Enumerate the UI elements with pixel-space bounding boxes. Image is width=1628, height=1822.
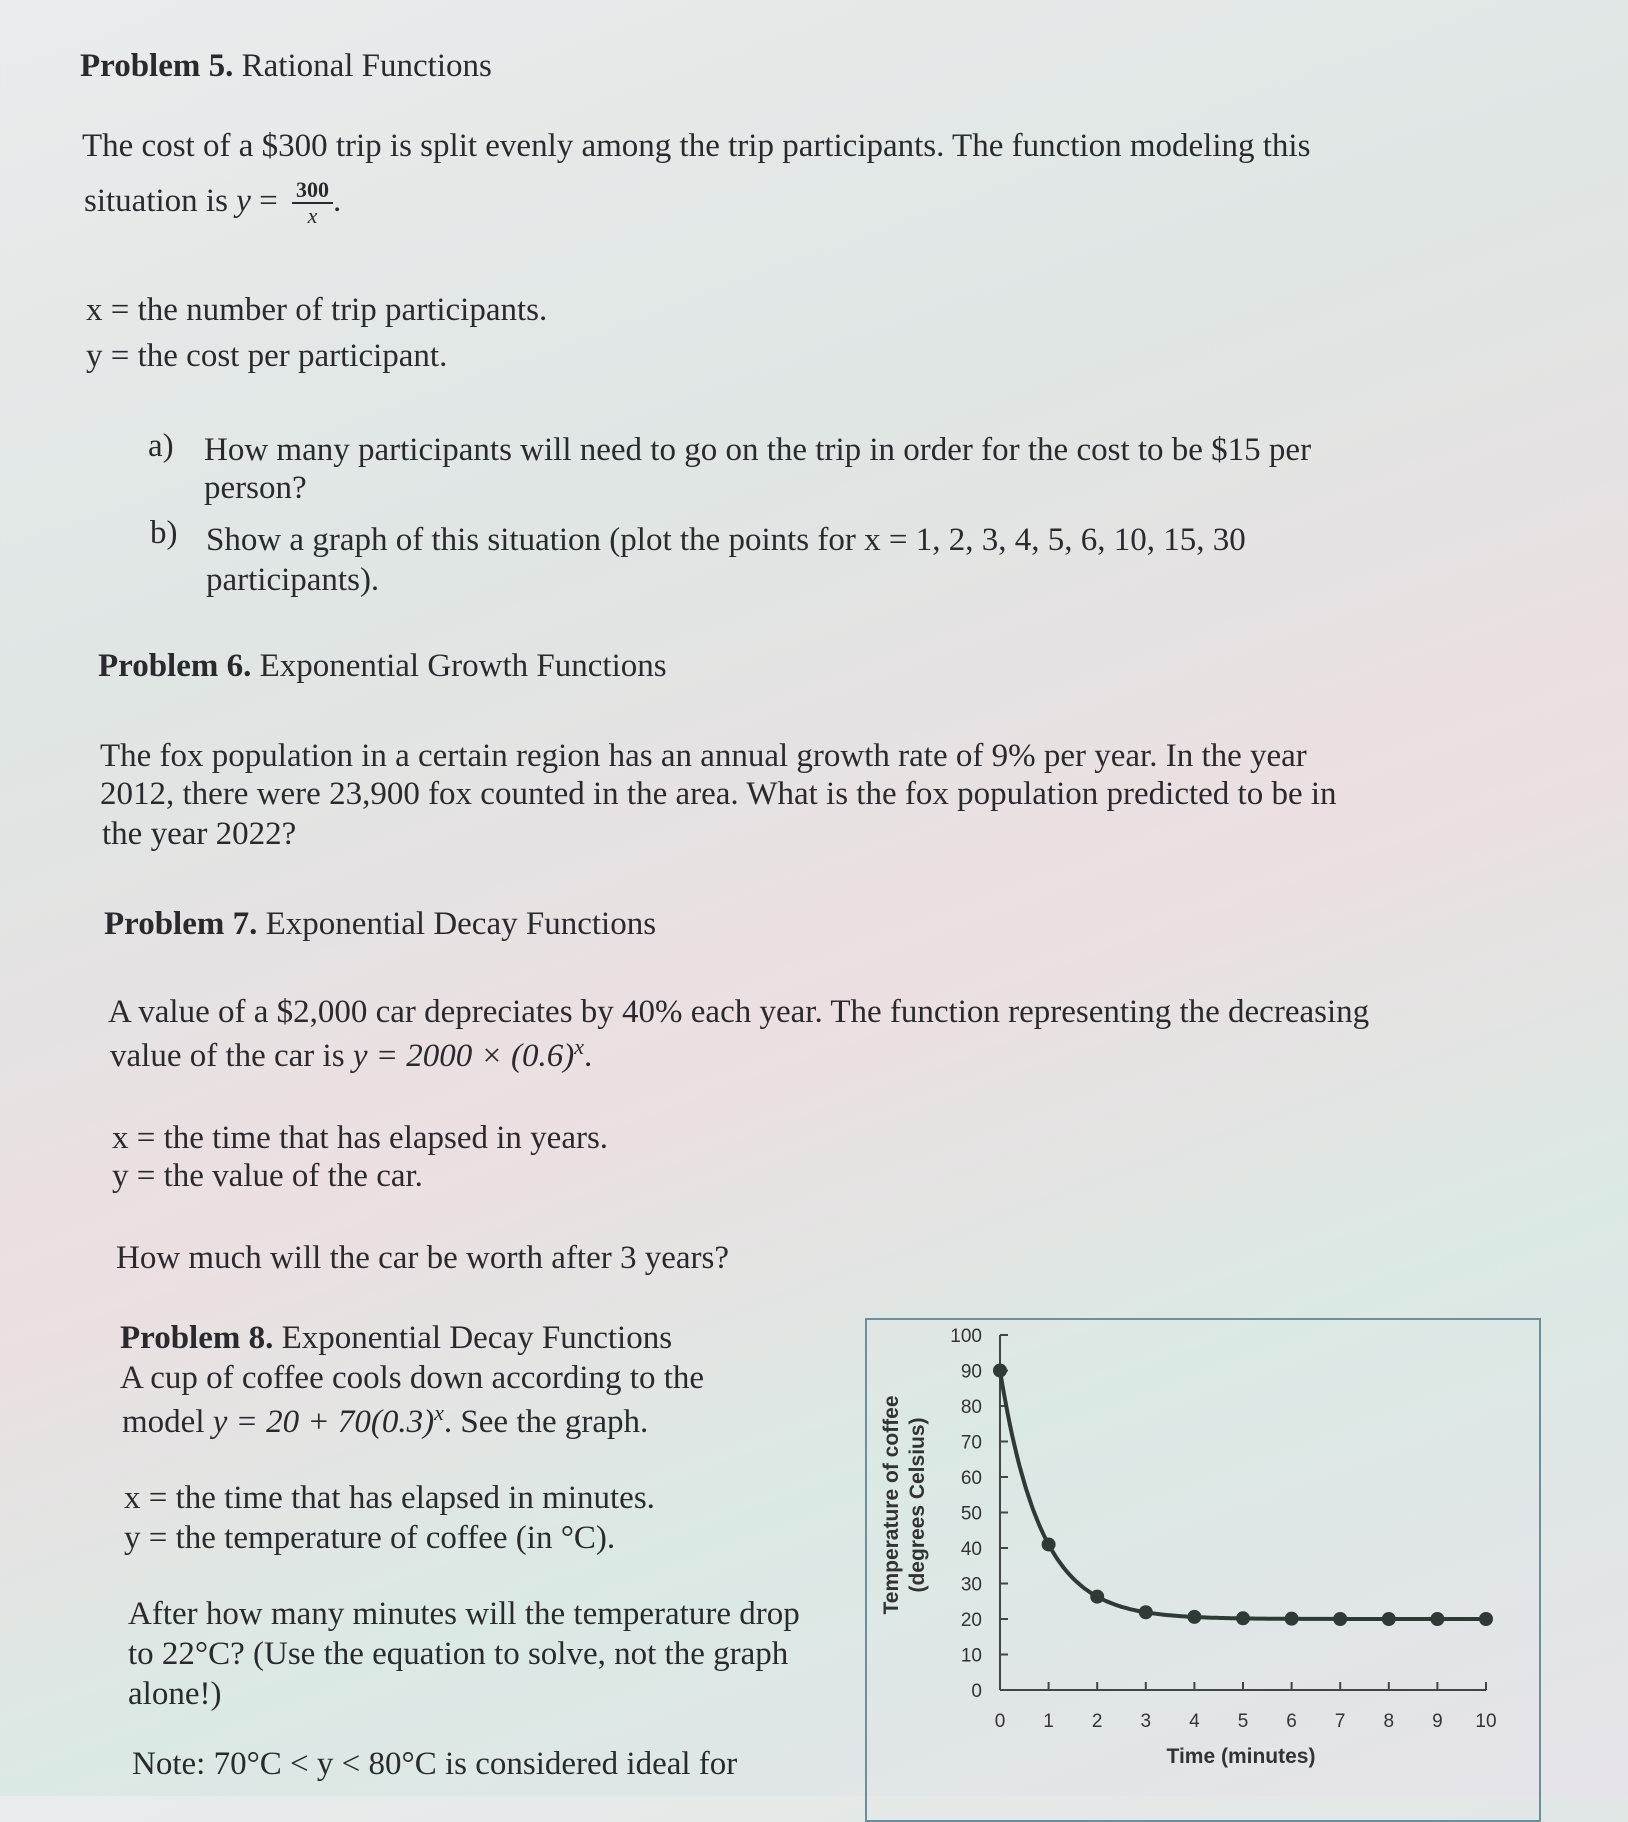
question-b-line2: participants).: [206, 562, 380, 598]
x-tick-label: 6: [1286, 1711, 1297, 1732]
p8-y-definition: y = the temperature of coffee (in °C).: [124, 1520, 616, 1556]
y-tick-label: 10: [960, 1645, 982, 1667]
question-b-label: b): [150, 515, 178, 551]
y-tick-label: 90: [960, 1361, 982, 1383]
y-tick-label: 60: [960, 1468, 982, 1489]
y-axis-title-line1: Temperature of coffee: [880, 1395, 903, 1615]
problem-number: Problem 5.: [80, 48, 234, 84]
p6-line3: the year 2022?: [102, 816, 297, 852]
data-point: [1042, 1537, 1056, 1551]
p6-line2: 2012, there were 23,900 fox counted in the area. What is the fox population predicted to be in: [100, 776, 1337, 812]
y-tick-label: 20: [960, 1610, 982, 1631]
p8-x-definition: x = the time that has elapsed in minutes.: [124, 1480, 655, 1516]
p7-question: How much will the car be worth after 3 years?: [116, 1240, 730, 1276]
exponent: x: [434, 1400, 444, 1425]
x-tick-label: 10: [1475, 1711, 1497, 1732]
p8-note: Note: 70°C < y < 80°C is considered ideal for: [132, 1746, 738, 1782]
data-point: [1333, 1612, 1347, 1626]
variable: y: [236, 182, 251, 219]
exponent: x: [574, 1034, 584, 1059]
x-tick-label: 8: [1383, 1711, 1395, 1732]
numerator: 300: [292, 178, 333, 204]
question-a-label: a): [148, 428, 174, 464]
text: model: [122, 1404, 213, 1440]
problem-topic: Exponential Decay Functions: [273, 1320, 673, 1356]
x-tick-label: 2: [1091, 1711, 1103, 1732]
text: . See the graph.: [443, 1404, 649, 1440]
question-a-line1: How many participants will need to go on the trip in order for the cost to be $15 per: [204, 432, 1312, 468]
x-axis-title: Time (minutes): [1166, 1745, 1316, 1768]
y-tick-label: 0: [971, 1681, 982, 1702]
p8-line1: A cup of coffee cools down according to the: [120, 1360, 705, 1396]
data-point: [1430, 1612, 1444, 1626]
p6-line1: The fox population in a certain region has an annual growth rate of 9% per year. In the year: [100, 738, 1307, 774]
x-tick-label: 7: [1334, 1711, 1346, 1732]
y-tick-label: 100: [950, 1326, 982, 1347]
y-axis-title-line2: (degrees Celsius): [906, 1417, 929, 1593]
p5-x-definition: x = the number of trip participants.: [86, 292, 548, 328]
data-point: [993, 1364, 1007, 1378]
data-point: [1479, 1612, 1493, 1626]
equation: y = 20 + 70(0.3): [212, 1404, 435, 1440]
y-tick-label: 30: [960, 1574, 982, 1596]
data-point: [1382, 1612, 1396, 1626]
problem-number: Problem 6.: [98, 648, 252, 684]
p5-y-definition: y = the cost per participant.: [86, 338, 448, 374]
text: situation is: [84, 182, 237, 219]
problem-number: Problem 7.: [104, 906, 258, 942]
text: =: [250, 182, 286, 219]
p7-x-definition: x = the time that has elapsed in years.: [112, 1120, 609, 1156]
x-tick-label: 5: [1237, 1711, 1249, 1732]
problem-number: Problem 8.: [120, 1320, 274, 1356]
text: .: [332, 182, 342, 219]
text: value of the car is: [110, 1038, 353, 1074]
text: .: [584, 1038, 593, 1074]
y-tick-label: 80: [960, 1397, 982, 1418]
p8-question-line1: After how many minutes will the temperature drop: [128, 1596, 800, 1632]
y-tick-label: 40: [960, 1539, 982, 1560]
data-point: [1090, 1590, 1104, 1604]
p8-question-line3: alone!): [128, 1676, 222, 1712]
data-point: [1187, 1610, 1201, 1624]
data-point: [1236, 1611, 1250, 1625]
question-b-line1: Show a graph of this situation (plot the points for x = 1, 2, 3, 4, 5, 6, 10, 15, 30: [206, 522, 1246, 558]
data-point: [1285, 1612, 1299, 1626]
x-tick-label: 3: [1140, 1711, 1152, 1732]
x-tick-label: 9: [1432, 1711, 1443, 1732]
y-tick-label: 50: [960, 1503, 982, 1525]
series-line: [1000, 1371, 1486, 1620]
question-a-line2: person?: [204, 470, 307, 506]
p8-question-line2: to 22°C? (Use the equation to solve, not the graph: [128, 1636, 789, 1672]
p5-paragraph-line1: The cost of a $300 trip is split evenly among the trip participants. The function modeling this: [82, 128, 1311, 164]
p7-line1: A value of a $2,000 car depreciates by 40% each year. The function representing the decreasing: [108, 994, 1370, 1030]
denominator: x: [307, 203, 318, 229]
problem-topic: Rational Functions: [233, 48, 492, 84]
x-tick-label: 4: [1189, 1711, 1200, 1732]
x-tick-label: 1: [1043, 1711, 1054, 1732]
x-tick-label: 0: [994, 1711, 1006, 1732]
problem-topic: Exponential Growth Functions: [251, 648, 667, 684]
y-tick-label: 70: [960, 1432, 982, 1454]
problem-topic: Exponential Decay Functions: [257, 906, 657, 942]
equation: y = 2000 × (0.6): [352, 1038, 575, 1074]
data-point: [1139, 1605, 1153, 1619]
p7-y-definition: y = the value of the car.: [112, 1158, 423, 1194]
